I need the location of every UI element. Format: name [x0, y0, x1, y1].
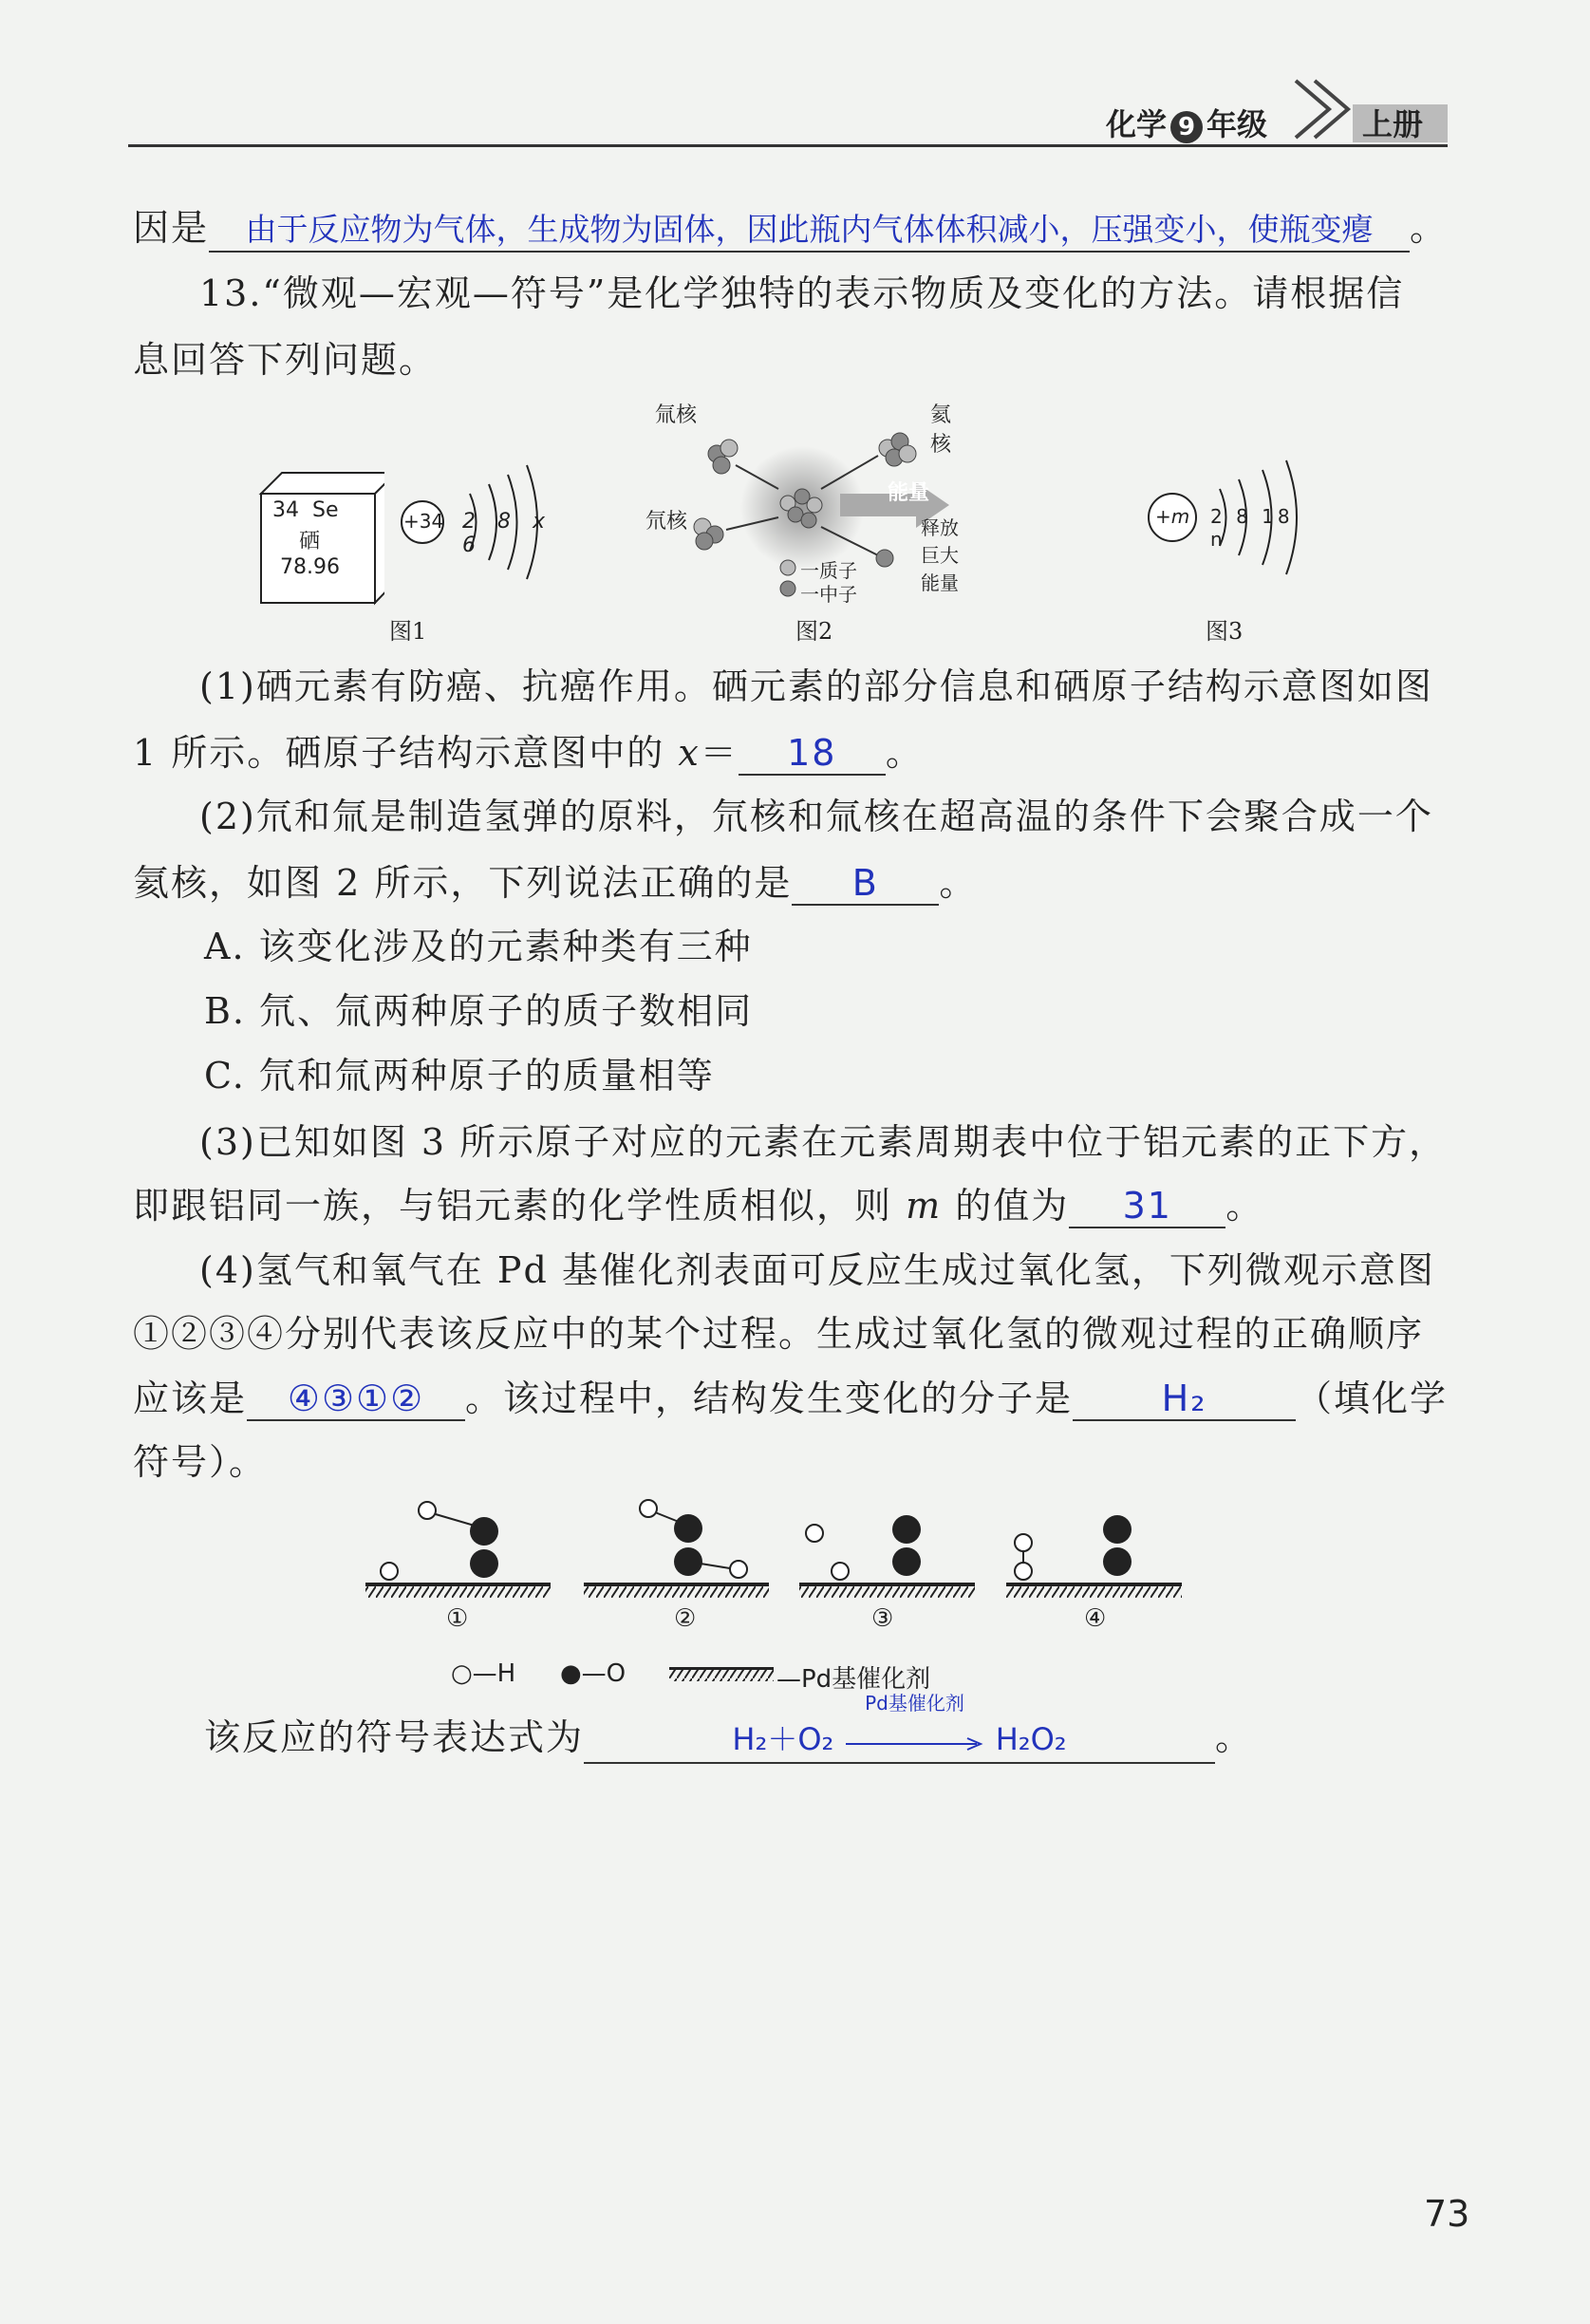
p4-line1: (4)氢气和氧气在 Pd 基催化剂表面可反应生成过氧化氢，下列微观示意图: [199, 1249, 1435, 1291]
line0-prefix: 因是: [133, 207, 210, 249]
legend-hydrogen: ○—H: [451, 1659, 516, 1688]
label-release-energy: 释放巨大能量: [921, 516, 959, 594]
double-chevron-icon: [1291, 76, 1357, 144]
q13-stem-2: 息回答下列问题。: [133, 339, 438, 381]
p2-line1: (2)氘和氚是制造氢弹的原料，氘核和氚核在超高温的条件下会聚合成一个: [199, 796, 1433, 837]
micro-step-3: [799, 1515, 975, 1598]
label-tritium: 氚核: [655, 403, 698, 427]
label-energy: 能量: [888, 481, 930, 505]
legend-neutron: 一中子: [800, 583, 857, 606]
option-a: A. 该变化涉及的元素种类有三种: [204, 926, 753, 967]
answer-line-12: 因是 由于反应物为气体，生成物为固体，因此瓶内气体体积减小，压强变小，使瓶变瘪 。: [133, 204, 1448, 253]
page-number: 73: [1424, 2193, 1470, 2235]
micro-label-4: ④: [1084, 1604, 1107, 1633]
micro-label-1: ①: [446, 1604, 469, 1633]
micro-label-3: ③: [871, 1604, 894, 1633]
micro-diagrams: [361, 1495, 1196, 1619]
answer-equation: H₂＋O₂ Pd基催化剂 H₂O₂: [584, 1718, 1215, 1764]
legend-proton: 一质子: [800, 559, 857, 582]
p1-line1: (1)硒元素有防癌、抗癌作用。硒元素的部分信息和硒原子结构示意图如图: [199, 665, 1433, 707]
p4-line2: ①②③④分别代表该反应中的某个过程。生成过氧化氢的微观过程的正确顺序: [133, 1313, 1425, 1355]
se-name: 硒: [299, 530, 321, 553]
p3-line1: (3)已知如图 3 所示原子对应的元素在元素周期表中位于铝元素的正下方，: [199, 1121, 1448, 1163]
p4-line4: 符号）。: [133, 1441, 268, 1483]
figure-3: [1144, 456, 1315, 589]
reaction-arrow: Pd基催化剂: [844, 1720, 986, 1762]
grade-circle: 9: [1170, 111, 1203, 143]
q13-stem-1: 13.“微观—宏观—符号”是化学独特的表示物质及变化的方法。请根据信: [199, 272, 1405, 314]
equation-line: 该反应的符号表达式为 H₂＋O₂ Pd基催化剂 H₂O₂ 。: [204, 1714, 1253, 1764]
micro-step-2: [584, 1500, 769, 1598]
figure-3-caption: 图3: [1206, 618, 1244, 645]
arrow-icon: [844, 1736, 986, 1752]
answer-m: 31: [1069, 1185, 1225, 1228]
se-shells: 2 8 x 6: [462, 510, 552, 557]
p4-line3: 应该是 ④③①② 。该过程中，结构发生变化的分子是 H₂ （填化学: [133, 1378, 1449, 1419]
figure-1-caption: 图1: [389, 618, 427, 645]
label-helium: 氦核: [930, 403, 952, 457]
answer-reason: 由于反应物为气体，生成物为固体，因此瓶内气体体积减小，压强变小，使瓶变瘪: [209, 209, 1410, 253]
header-subject: 化学 9 年级: [1106, 106, 1268, 142]
micro-step-4: [1006, 1515, 1182, 1598]
answer-x: 18: [739, 732, 886, 776]
m-shells: 2 8 18 n: [1210, 505, 1294, 551]
header-volume: 上册: [1362, 106, 1424, 142]
micro-step-1: [365, 1502, 551, 1598]
page-header: [128, 95, 1448, 150]
m-nucleus: +m: [1155, 505, 1190, 528]
legend-catalyst-icon: [669, 1667, 774, 1682]
option-b: B. 氘、氚两种原子的质子数相同: [204, 990, 754, 1032]
se-mass: 78.96: [280, 555, 340, 579]
header-rule: [128, 144, 1448, 147]
se-number-symbol: 34 Se: [272, 498, 339, 522]
label-deuterium: 氘核: [645, 510, 688, 534]
p3-line2: 即跟铝同一族，与铝元素的化学性质相似，则 m 的值为 31 。: [133, 1185, 1264, 1227]
micro-label-2: ②: [674, 1604, 697, 1633]
answer-order: ④③①②: [247, 1378, 465, 1421]
p1-line2: 1 所示。硒原子结构示意图中的 x＝ 18 。: [133, 732, 924, 774]
legend-catalyst: —Pd基催化剂: [776, 1665, 931, 1694]
figure-2: [645, 399, 959, 617]
answer-choice: B: [792, 862, 939, 906]
se-nucleus: +34: [403, 510, 444, 533]
option-c: C. 氘和氚两种原子的质量相等: [204, 1055, 715, 1096]
legend-oxygen: ●—O: [560, 1659, 627, 1688]
figure-2-caption: 图2: [795, 618, 833, 645]
answer-molecule: H₂: [1073, 1378, 1296, 1421]
p2-line2: 氦核，如图 2 所示，下列说法正确的是 B 。: [133, 862, 978, 904]
